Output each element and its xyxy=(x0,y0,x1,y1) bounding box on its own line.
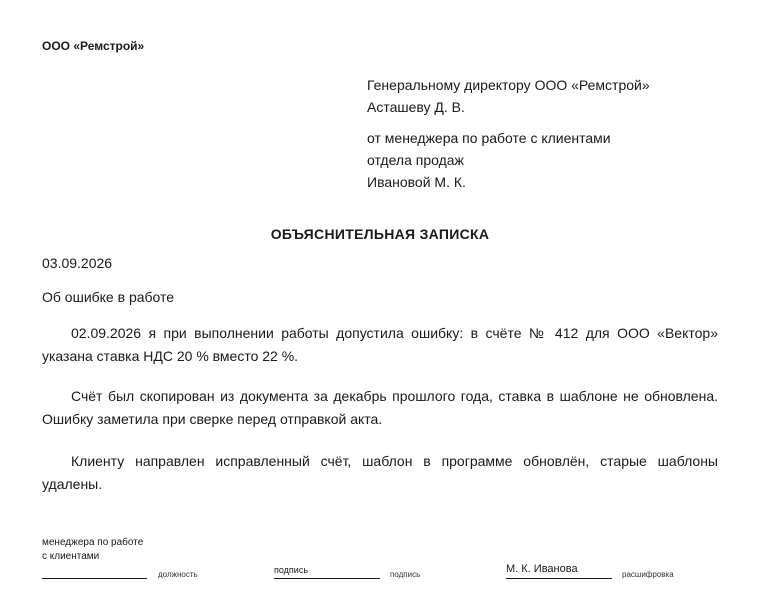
document-date: 03.09.2026 xyxy=(42,255,113,271)
organization-name: ООО «Ремстрой» xyxy=(42,39,145,53)
sender-position: от менеджера по работе с клиентами xyxy=(367,130,611,146)
sender-block xyxy=(367,127,611,193)
signature-caption: подпись xyxy=(390,570,421,579)
signature-placeholder: подпись xyxy=(274,565,309,575)
signature-position: менеджера по работе с клиентами xyxy=(42,537,144,562)
signer-name: М. К. Иванова xyxy=(506,563,578,575)
name-caption: расшифровка xyxy=(622,570,674,579)
document-title: ОБЪЯСНИТЕЛЬНАЯ ЗАПИСКА xyxy=(270,226,490,242)
addressee-block xyxy=(367,74,650,118)
addressee-position: Генеральному директору ООО «Ремстрой» xyxy=(367,77,650,93)
position-caption: должность xyxy=(158,570,198,579)
addressee-name: Асташеву Д. В. xyxy=(367,99,465,115)
document-subject: Об ошибке в работе xyxy=(42,289,175,305)
name-underline xyxy=(506,578,612,579)
position-underline xyxy=(42,578,147,579)
sender-department: отдела продаж xyxy=(367,152,464,168)
body-paragraph-1: 02.09.2026 я при выполнении работы допустила ошибку: в счёте № 412 для ООО «Вектор» указана ставка НДС 20 % вместо 22 %. xyxy=(42,325,718,364)
body-paragraph-2: Счёт был скопирован из документа за декабрь прошлого года, ставка в шаблоне не обновлена. Ошибку заметила при сверке перед отправкой акта. xyxy=(42,388,718,427)
body-paragraph-3: Клиенту направлен исправленный счёт, шаблон в программе обновлён, старые шаблоны удалены. xyxy=(42,453,718,492)
signature-underline xyxy=(274,578,380,579)
sender-name: Ивановой М. К. xyxy=(367,174,466,190)
